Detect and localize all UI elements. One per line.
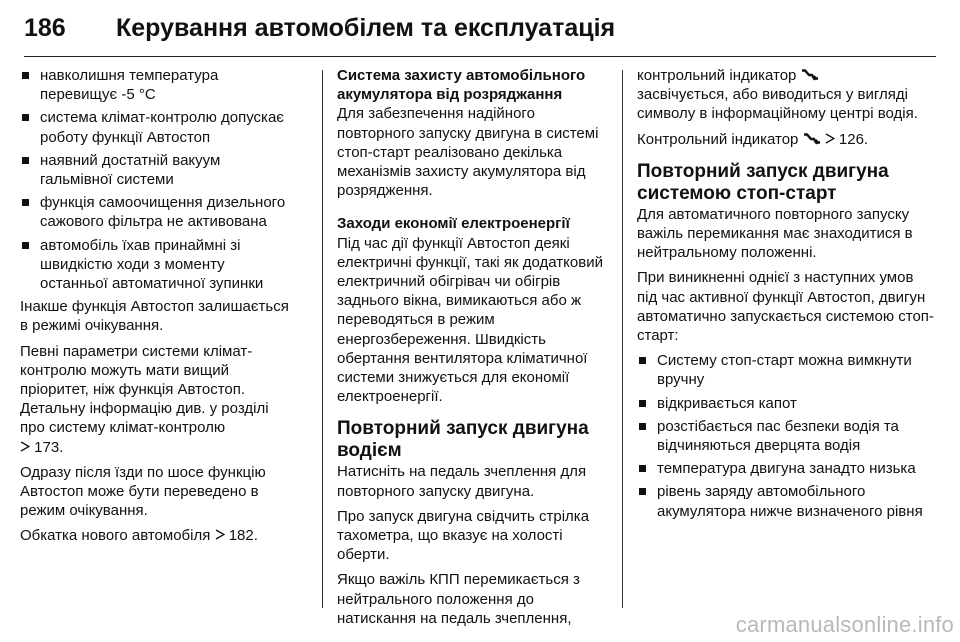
page-number: 186 [24, 14, 66, 42]
section-subheading: Заходи економії електроенергії [337, 215, 570, 233]
list-item: функція самоочищення дизельного сажового фільтра не активована [20, 193, 296, 231]
paragraph: Натисніть на педаль зчеплення для повторного запуску двигуна. [337, 463, 587, 500]
condition-list [20, 66, 296, 293]
paragraph [637, 130, 937, 149]
column-3 [637, 66, 937, 525]
page-header [24, 14, 936, 58]
autostop-indicator-icon [803, 131, 821, 143]
list-item: наявний достатній вакуум гальмівної системи [20, 151, 296, 189]
page-reference-link[interactable]: 126. [838, 130, 869, 148]
paragraph: Інакше функція Автостоп залишається в режимі очікування. [20, 298, 289, 335]
footer-watermark: carmanualsonline.info [735, 612, 954, 637]
triangle-ref-icon [825, 130, 835, 149]
list-item: температура двигуна занадто низька [637, 459, 937, 478]
column-1 [20, 66, 296, 552]
list-item: автомобіль їхав принаймні зі швидкістю ходи з моменту останньої автоматичної зупинки [20, 236, 296, 294]
page-reference-link[interactable]: 182. [228, 527, 258, 545]
paragraph: Якщо важіль КПП перемикається з нейтрального положення до натискання на педаль зчеплення, [337, 571, 580, 627]
page-reference-link[interactable]: 173. [34, 438, 64, 456]
paragraph-text: Обкатка нового автомобіля [20, 527, 211, 545]
triangle-ref-icon [215, 526, 225, 545]
restart-condition-list [637, 351, 937, 521]
paragraph-text: засвічується, або виводиться у вигляді символу в інформаційному центрі водія. [637, 86, 918, 123]
paragraph: Для забезпечення надійного повторного запуску двигуна в системі стоп-старт реалізовано декілька механізмів захисту акумулятора від розрядження. [337, 105, 599, 200]
paragraph-text: Певні параметри системи клімат-контролю можуть мати вищий пріоритет, ніж функція Автостоп. Детальну інформацію див. у розділі про систему клімат-контролю [20, 342, 269, 437]
autostop-indicator-icon [801, 67, 819, 79]
header-rule [24, 56, 936, 57]
list-item: відкривається капот [637, 394, 937, 413]
paragraph: Для автоматичного повторного запуску важіль перемикання має знаходитися в нейтральному положенні. [637, 205, 913, 262]
column-2 [337, 66, 609, 634]
list-item: Систему стоп-старт можна вимкнути вручну [637, 351, 937, 389]
triangle-ref-icon [20, 438, 30, 457]
paragraph-text: Контрольний індикатор [637, 130, 799, 148]
section-heading: Повторний запуск двигуна водієм [337, 418, 589, 462]
column-divider-2 [622, 70, 623, 608]
list-item: рівень заряду автомобільного акумулятора нижче визначеного рівня [637, 482, 937, 520]
paragraph [20, 342, 296, 457]
list-item: система клімат-контролю допускає роботу функції Автостоп [20, 108, 296, 146]
list-item: навколишня температура перевищує -5 °C [20, 66, 296, 104]
section-subheading: Система захисту автомобільного акумулятора від розряджання [337, 67, 586, 104]
column-divider-1 [322, 70, 323, 608]
paragraph [20, 526, 296, 545]
section-heading: Повторний запуск двигуна системою стоп-старт [637, 160, 889, 204]
paragraph: Про запуск двигуна свідчить стрілка тахометра, що вказує на холості оберти. [337, 507, 590, 564]
paragraph-text: контрольний індикатор [637, 67, 797, 84]
paragraph: Під час дії функції Автостоп деякі електричні функції, такі як додатковий електричний обігрівач чи обігрів заднього вікна, вимикаються або ж переводяться в режим енергозбереження. Швидкість обертання вентилятора кліматичної системи знижується для економії електроенергії. [337, 234, 603, 406]
list-item: розстібається пас безпеки водія та відчиняються дверцята водія [637, 417, 937, 455]
page-title: Керування автомобілем та експлуатація [116, 14, 616, 42]
paragraph: При виникненні однієї з наступних умов під час активної функції Автостоп, двигун автоматично запускається системою стоп-старт: [637, 269, 934, 345]
paragraph [637, 66, 937, 124]
paragraph: Одразу після їзди по шосе функцію Автостоп може бути переведено в режим очікування. [20, 463, 266, 520]
